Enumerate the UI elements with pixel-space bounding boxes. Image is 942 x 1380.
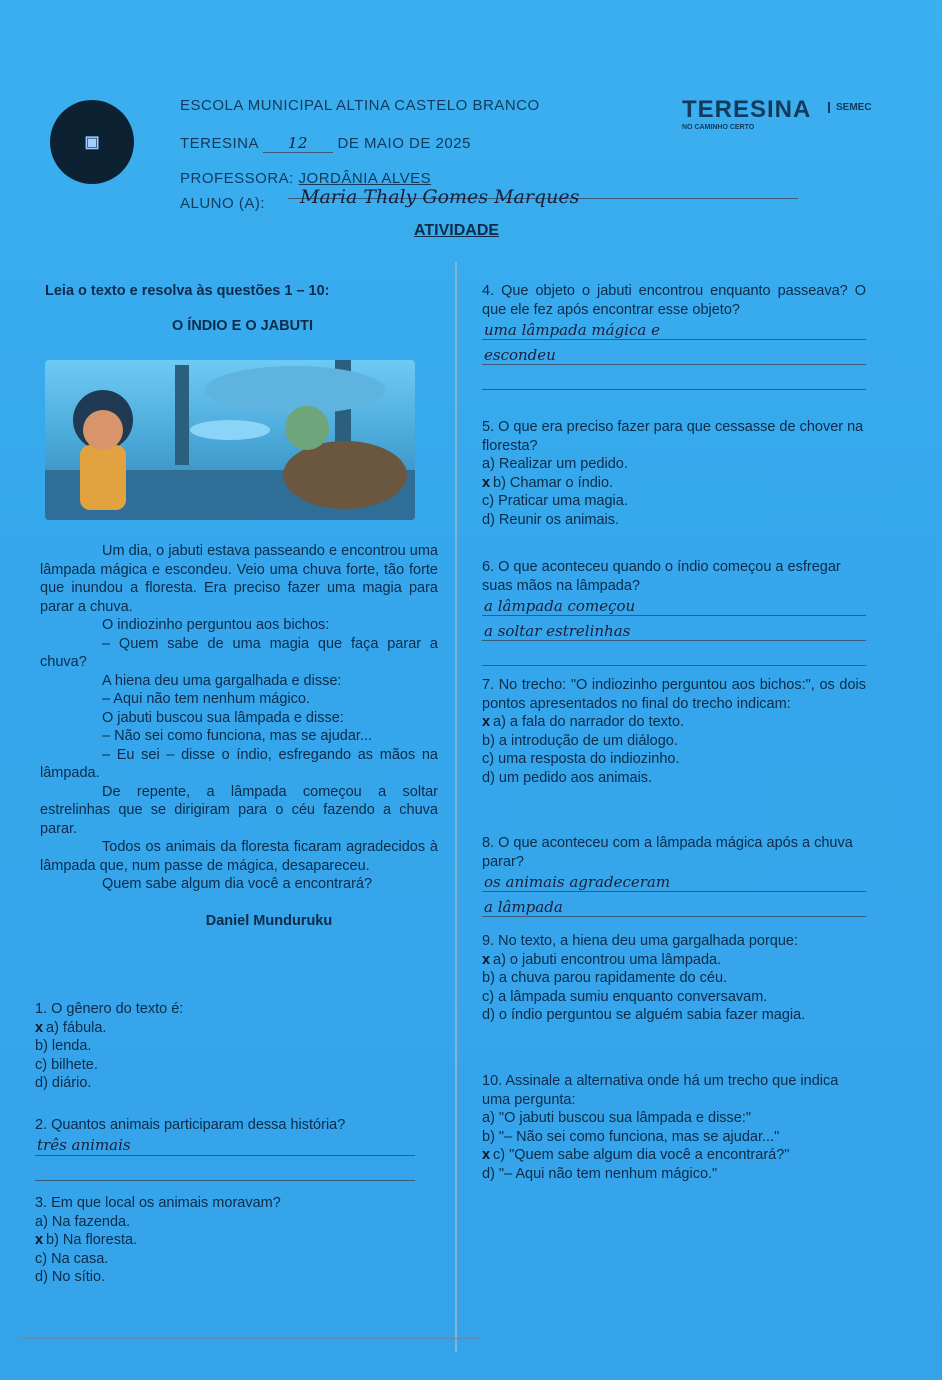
q7-option[interactable]: x a) a fala do narrador do texto. [482,714,685,730]
story-paragraph: – Eu sei – disse o índio, esfregando as mãos na lâmpada. [40,746,438,781]
student-name: Maria Thaly Gomes Marques [300,186,580,208]
activity-title: ATIVIDADE [414,222,500,239]
question-3 [35,1194,445,1287]
q2-answer-line[interactable] [35,1160,415,1181]
q10-option[interactable]: b) "– Não sei como funciona, mas se ajudar..." [482,1128,780,1145]
q1-option[interactable]: b) lenda. [35,1038,92,1054]
instruction-block [45,282,440,335]
q9-option[interactable]: d) o índio perguntou se alguém sabia fazer magia. [482,1007,806,1023]
q4-answer: escondeu [484,345,556,364]
story-paragraph: – Não sei como funciona, mas se ajudar... [102,728,373,744]
q2-answer: três animais [37,1136,131,1154]
question-4 [482,282,866,394]
day-field: 12 [263,134,333,153]
answer-mark: x [482,1147,491,1163]
answer-mark: x [35,1232,44,1248]
date-line [180,134,471,153]
q2-text: 2. Quantos animais participaram dessa história? [35,1117,346,1133]
question-10 [482,1072,866,1183]
story-paragraph: Um dia, o jabuti estava passeando e encontrou uma lâmpada mágica e escondeu. Veio uma chuva forte, tão forte que inundou a floresta. Era preciso fazer uma magia para parar a chuva. [40,543,438,615]
teacher-label: PROFESSORA: [180,170,294,187]
q9-text: 9. No texto, a hiena deu uma gargalhada porque: [482,933,799,949]
teacher-line [180,170,431,187]
story-paragraph: O indiozinho perguntou aos bichos: [102,617,330,633]
q4-text: 4. Que objeto o jabuti encontrou enquanto passeava? O que ele fez após encontrar esse objeto? [482,283,866,318]
question-1 [35,1000,445,1093]
q1-option[interactable]: c) bilhete. [35,1056,98,1073]
q1-text: 1. O gênero do texto é: [35,1001,184,1017]
student-label: ALUNO (A): [180,195,266,212]
q8-text: 8. O que aconteceu com a lâmpada mágica após a chuva parar? [482,835,853,870]
illustration-svg [45,360,415,520]
q6-text: 6. O que aconteceu quando o índio começou a esfregar suas mãos na lâmpada? [482,559,841,594]
q10-option[interactable]: d) "– Aqui não tem nenhum mágico." [482,1165,718,1182]
story-paragraph: – Quem sabe de uma magia que faça parar a chuva? [40,635,438,670]
q10-option[interactable]: a) "O jabuti buscou sua lâmpada e disse:" [482,1110,752,1126]
q7-text: 7. No trecho: "O indiozinho perguntou aos bichos:", os dois pontos apresentados no final do trecho indicam: [482,677,866,712]
q3-option[interactable]: d) No sítio. [35,1269,106,1285]
q4-answer-line[interactable] [482,319,866,340]
answer-mark: x [482,951,491,968]
story-title: O ÍNDIO E O JABUTI [172,317,313,334]
answer-mark: x [482,714,491,730]
q8-answer: a lâmpada [484,897,563,916]
q8-answer-line[interactable] [482,871,866,892]
story-paragraph: Todos os animais da floresta ficaram agradecidos à lâmpada que, num passe de mágica, desapareceu. [40,839,438,874]
story-paragraph: O jabuti buscou sua lâmpada e disse: [102,709,344,726]
story-text [40,542,438,930]
semec-logo: SEMEC [828,102,872,113]
question-5 [482,418,866,529]
q8-answer: os animais agradeceram [484,872,671,891]
question-2 [35,1116,415,1185]
teresina-logo [682,96,811,131]
answer-mark: x [35,1019,44,1036]
q3-option[interactable]: x b) Na floresta. [35,1232,138,1248]
q5-text: 5. O que era preciso fazer para que cessasse de chover na floresta? [482,419,864,454]
story-author: Daniel Munduruku [205,912,333,929]
q4-answer-line[interactable] [482,344,866,365]
story-paragraph: – Aqui não tem nenhum mágico. [102,691,310,707]
q1-option[interactable]: d) diário. [35,1075,92,1091]
story-paragraph: De repente, a lâmpada começou a soltar estrelinhas que se dirigiram para o céu fazendo a chuva parar. [40,783,438,837]
school-name: ESCOLA MUNICIPAL ALTINA CASTELO BRANCO [180,97,540,114]
school-logo: ▣ [50,100,134,184]
q9-option[interactable]: x a) o jabuti encontrou uma lâmpada. [482,951,722,968]
month-year: DE MAIO DE 2025 [337,135,471,152]
story-paragraph: Quem sabe algum dia você a encontrará? [102,876,373,892]
city-label: TERESINA [180,135,259,152]
q3-text: 3. Em que local os animais moravam? [35,1195,281,1211]
q7-option[interactable]: b) a introdução de um diálogo. [482,732,678,749]
story-paragraph: A hiena deu uma gargalhada e disse: [102,672,342,689]
q3-option[interactable]: c) Na casa. [35,1250,109,1267]
question-6 [482,558,866,670]
question-9 [482,932,866,1025]
q5-option[interactable]: c) Praticar uma magia. [482,493,628,509]
teacher-name: JORDÂNIA ALVES [298,170,432,187]
q7-option[interactable]: c) uma resposta do indiozinho. [482,751,680,767]
logo-main: TERESINA [682,96,812,123]
question-7 [482,676,866,787]
answer-mark: x [482,474,491,491]
q4-answer: uma lâmpada mágica e [484,320,660,339]
q3-option[interactable]: a) Na fazenda. [35,1213,131,1230]
q10-option[interactable]: x c) "Quem sabe algum dia você a encontrará?" [482,1147,790,1163]
question-8 [482,834,866,921]
q5-option[interactable]: d) Reunir os animais. [482,511,619,528]
q5-option[interactable]: x b) Chamar o índio. [482,474,614,491]
q10-text: 10. Assinale a alternativa onde há um trecho que indica uma pergunta: [482,1073,839,1108]
q6-answer: a lâmpada começou [484,596,636,615]
q9-option[interactable]: c) a lâmpada sumiu enquanto conversavam. [482,988,768,1005]
q7-option[interactable]: d) um pedido aos animais. [482,769,653,786]
q8-answer-line[interactable] [482,896,866,917]
q1-option[interactable]: x a) fábula. [35,1019,107,1036]
q6-answer-line[interactable] [482,620,866,641]
bottom-rule [20,1338,480,1339]
instruction: Leia o texto e resolva às questões 1 – 10: [45,283,330,299]
logo-sub: NO CAMINHO CERTO [682,124,755,131]
q5-option[interactable]: a) Realizar um pedido. [482,456,628,472]
q2-answer-line[interactable] [35,1135,415,1156]
q6-answer-line[interactable] [482,595,866,616]
q4-answer-line[interactable] [482,369,866,390]
q6-answer-line[interactable] [482,645,866,666]
q6-answer: a soltar estrelinhas [484,621,631,640]
q9-option[interactable]: b) a chuva parou rapidamente do céu. [482,970,728,986]
story-illustration [45,360,415,520]
column-divider [455,262,457,1352]
